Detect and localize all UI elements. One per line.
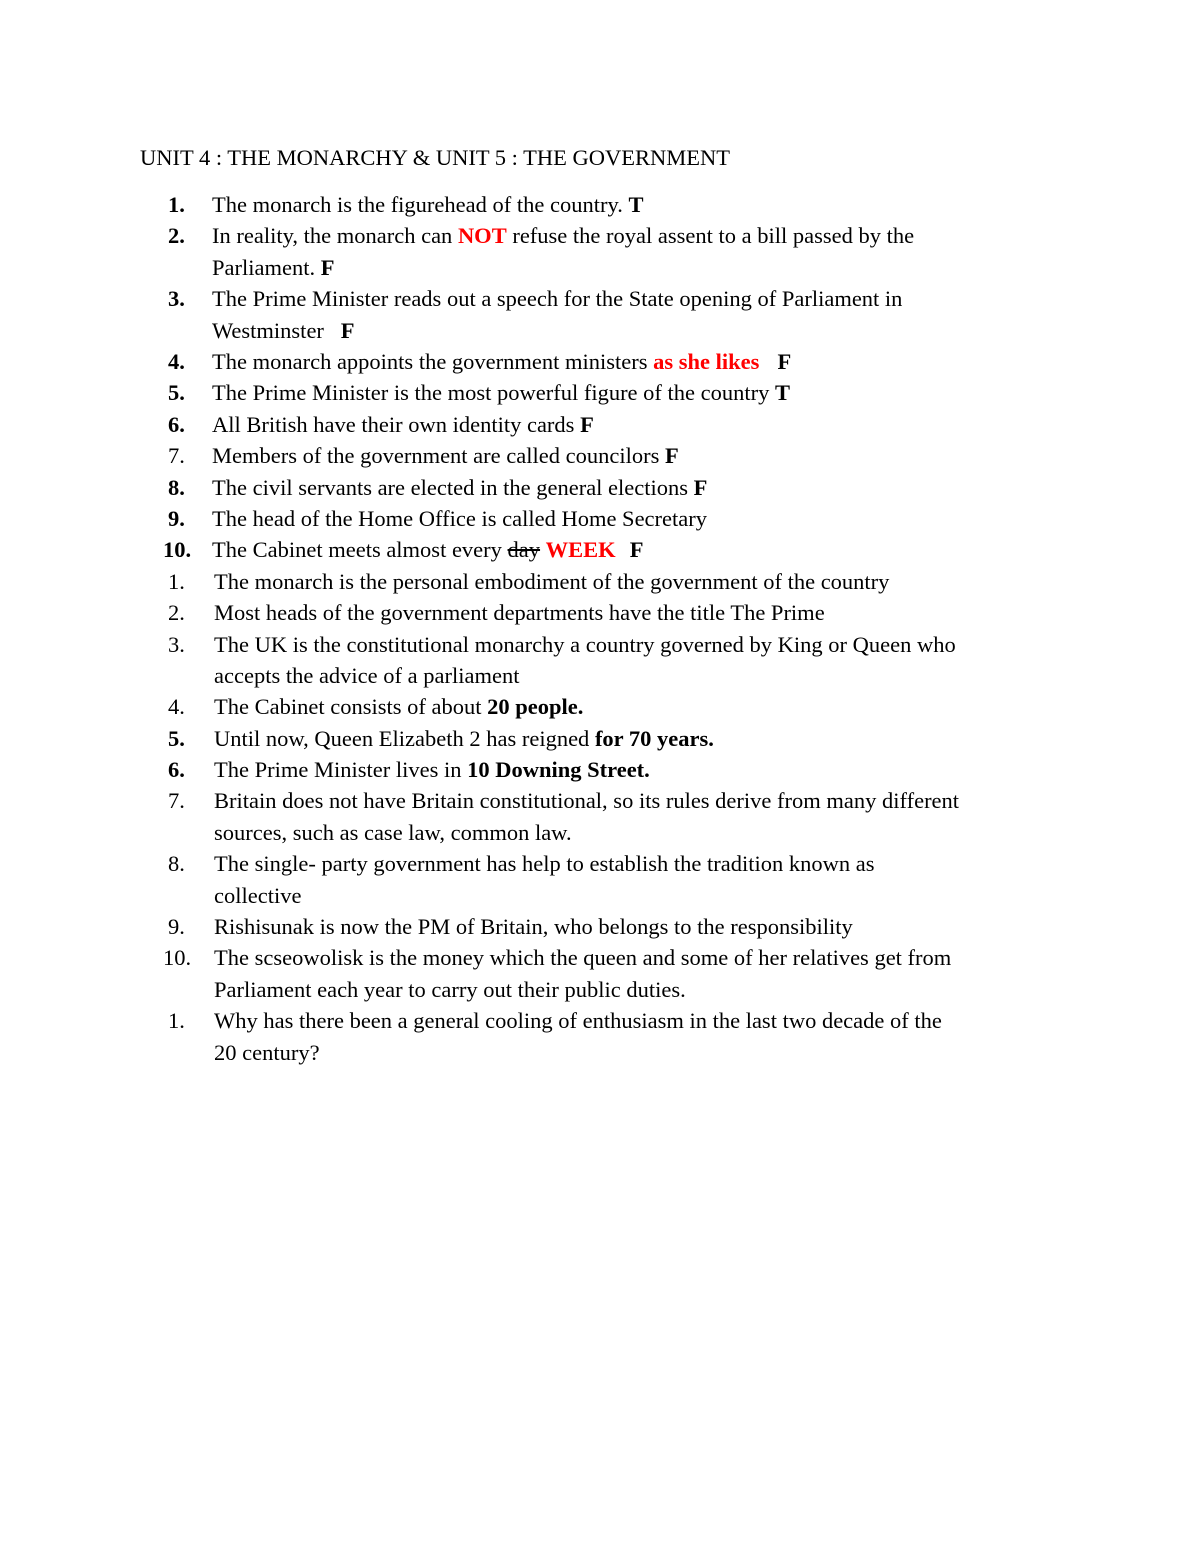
- item-text: The monarch appoints the government ministers as she likes F: [212, 348, 792, 374]
- item-number: 7.: [168, 443, 185, 469]
- tf-item-8: [0, 472, 1200, 503]
- highlight-text: WEEK: [545, 537, 616, 563]
- item-number: 6.: [168, 411, 185, 437]
- highlight-text: NOT: [457, 223, 507, 249]
- item-text: The Prime Minister lives in 10 Downing Street.: [214, 757, 650, 783]
- item-text: The scseowolisk is the money which the queen and some of her relatives get from Parliament each year to carry out their public duties.: [214, 945, 952, 1002]
- answer-label: F: [777, 348, 792, 374]
- item-text: The monarch is the figurehead of the country. T: [212, 192, 644, 217]
- item-text: The single- party government has help to establish the tradition known as collective: [214, 851, 875, 908]
- document-title: UNIT 4 : THE MONARCHY & UNIT 5 : THE GOVERNMENT: [140, 145, 730, 170]
- fill-item-2: [0, 597, 1200, 628]
- item-text: In reality, the monarch can NOT refuse the royal assent to a bill passed by the Parliament. F: [212, 223, 915, 280]
- item-number: 3.: [168, 631, 185, 657]
- item-number: 4.: [168, 694, 185, 720]
- item-text: The Prime Minister is the most powerful figure of the country T: [212, 380, 791, 406]
- answer-text: for 70 years.: [594, 725, 714, 751]
- item-text: Britain does not have Britain constitutional, so its rules derive from many different sources, such as case law, common law.: [214, 788, 960, 845]
- tf-item-3: [0, 283, 1200, 346]
- tf-item-9: [0, 503, 1200, 534]
- item-number: 4.: [168, 348, 185, 374]
- item-text: Most heads of the government departments have the title The Prime: [214, 600, 825, 626]
- answer-label: F: [580, 411, 594, 437]
- fill-item-7: [0, 785, 1200, 848]
- answer-text: 10 Downing Street.: [467, 757, 650, 783]
- item-text: All British have their own identity cards F: [212, 411, 594, 437]
- tf-item-10: [0, 534, 1200, 565]
- answer-label: T: [775, 380, 791, 406]
- tf-item-4: [0, 346, 1200, 377]
- item-text: The monarch is the personal embodiment of the government of the country: [214, 568, 890, 594]
- question-item-1: [0, 1005, 1200, 1068]
- item-number: 8.: [168, 851, 185, 877]
- tf-item-5: [0, 377, 1200, 408]
- item-number: 1.: [168, 192, 185, 217]
- fill-item-1: [0, 566, 1200, 597]
- answer-label: F: [340, 317, 355, 343]
- fill-item-3: [0, 629, 1200, 692]
- fill-item-4: [0, 691, 1200, 722]
- struck-text: day: [507, 537, 541, 563]
- question-list: [0, 189, 1200, 1068]
- item-number: 7.: [168, 788, 185, 814]
- tf-item-7: [0, 440, 1200, 471]
- item-number: 10.: [163, 537, 192, 563]
- answer-label: T: [628, 192, 644, 217]
- tf-item-6: [0, 409, 1200, 440]
- item-text: The Cabinet consists of about 20 people.: [214, 694, 584, 720]
- item-number: 2.: [168, 600, 185, 626]
- item-number: 8.: [168, 474, 185, 500]
- item-text: Until now, Queen Elizabeth 2 has reigned for 70 years.: [214, 725, 714, 751]
- fill-item-6: [0, 754, 1200, 785]
- answer-label: F: [629, 537, 644, 563]
- item-number: 5.: [168, 725, 185, 751]
- fill-item-8: [0, 848, 1200, 911]
- item-text: The UK is the constitutional monarchy a country governed by King or Queen who accepts the advice of a parliament: [214, 631, 956, 688]
- tf-item-2: [0, 220, 1200, 283]
- fill-item-9: [0, 911, 1200, 942]
- item-number: 1.: [168, 568, 185, 594]
- item-text: Why has there been a general cooling of enthusiasm in the last two decade of the 20 century?: [214, 1008, 942, 1065]
- highlight-text: as she likes: [653, 348, 760, 374]
- answer-label: F: [320, 254, 335, 280]
- item-number: 1.: [168, 1008, 185, 1034]
- item-text: The Prime Minister reads out a speech for the State opening of Parliament in Westminster F: [212, 286, 903, 343]
- item-text: The head of the Home Office is called Home Secretary: [212, 505, 707, 531]
- tf-item-1: [0, 189, 1200, 220]
- item-text: Members of the government are called councilors F: [212, 443, 679, 469]
- answer-label: F: [693, 474, 708, 500]
- item-text: Rishisunak is now the PM of Britain, who belongs to the responsibility: [214, 914, 853, 940]
- item-text: The Cabinet meets almost every day WEEK F: [212, 537, 644, 563]
- fill-item-10: [0, 942, 1200, 1005]
- answer-text: 20 people.: [487, 694, 584, 720]
- fill-item-5: [0, 723, 1200, 754]
- item-number: 9.: [168, 914, 185, 940]
- answer-label: F: [664, 443, 679, 469]
- item-number: 10.: [163, 945, 192, 971]
- item-number: 2.: [168, 223, 185, 249]
- item-number: 5.: [168, 380, 185, 406]
- item-number: 6.: [168, 757, 185, 783]
- item-text: The civil servants are elected in the general elections F: [212, 474, 708, 500]
- item-number: 3.: [168, 286, 185, 312]
- item-number: 9.: [168, 505, 185, 531]
